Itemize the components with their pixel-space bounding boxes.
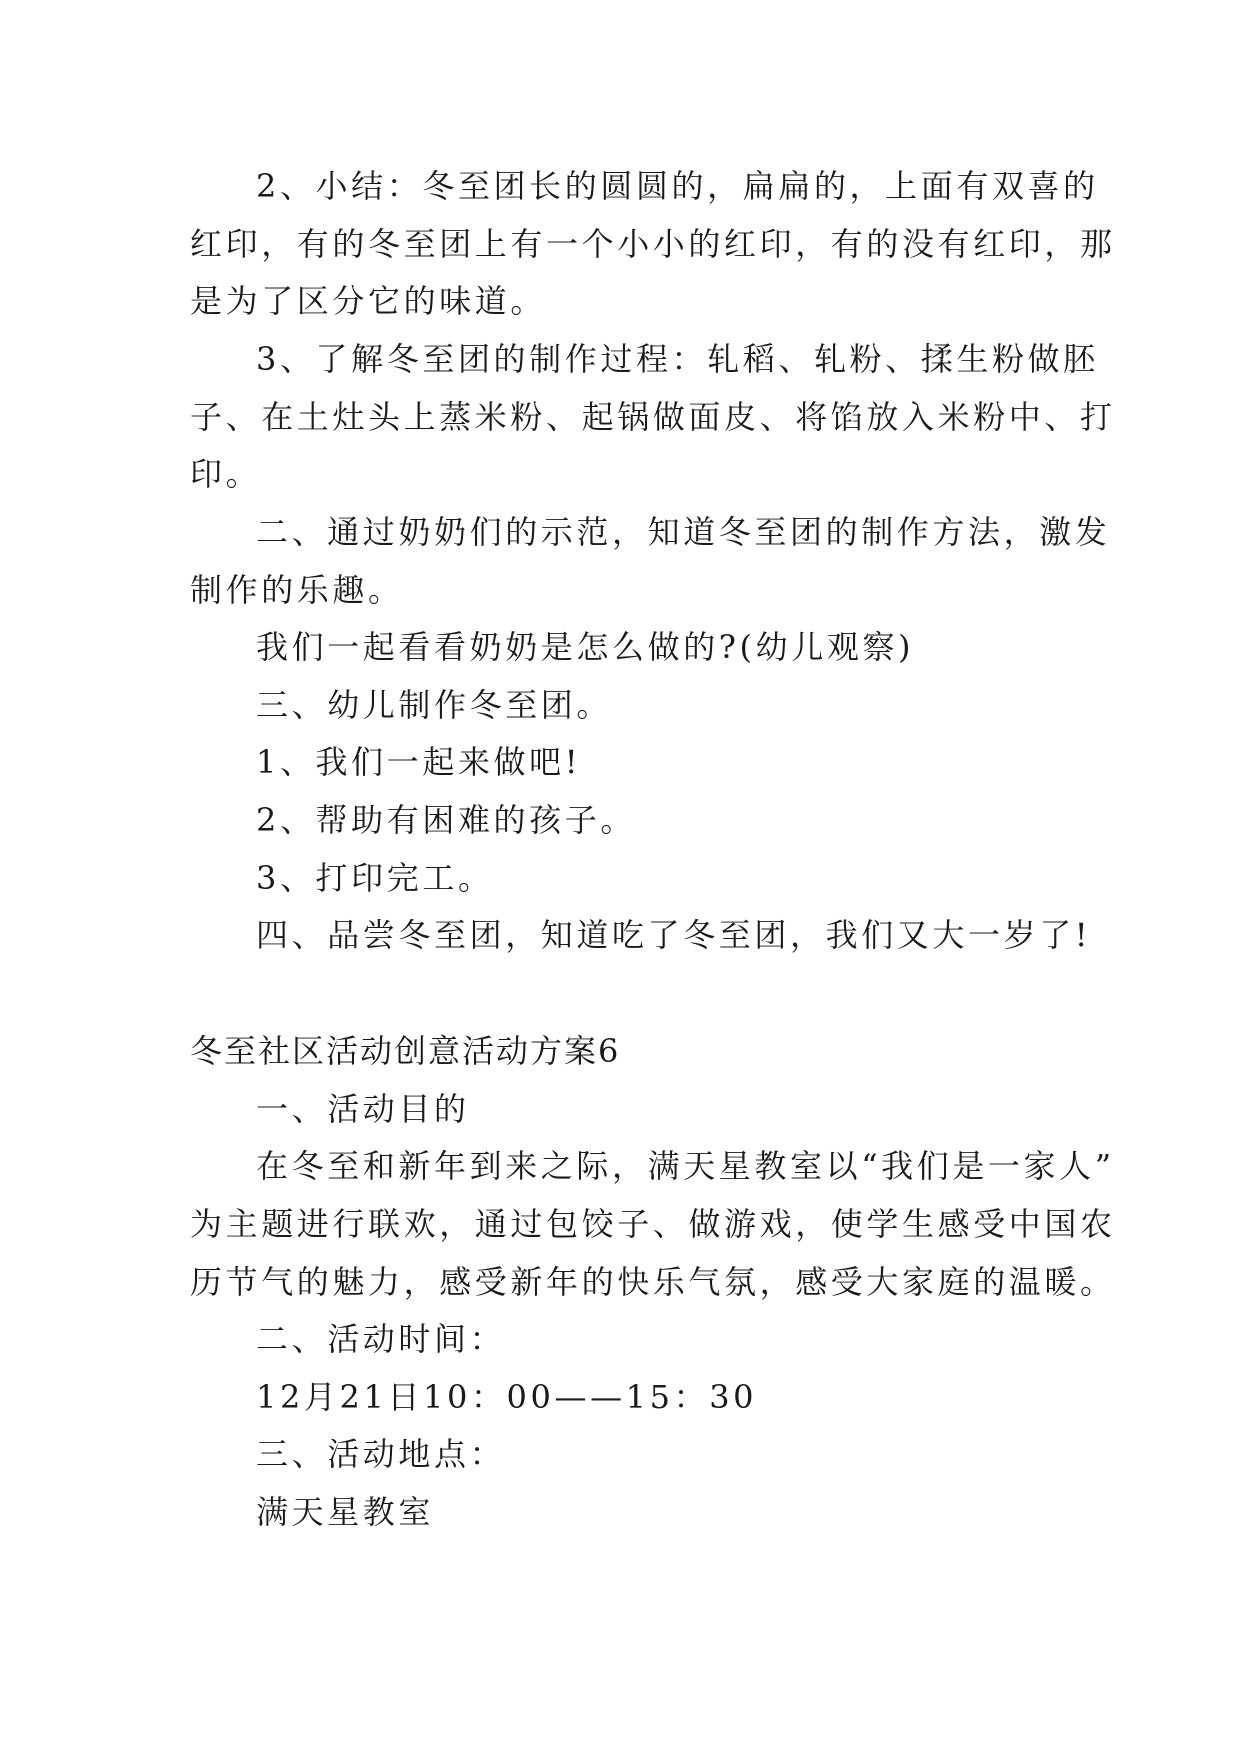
- paragraph-line: 四、品尝冬至团，知道吃了冬至团，我们又大一岁了!: [256, 916, 1092, 954]
- paragraph-line: 二、活动时间：: [256, 1320, 506, 1358]
- paragraph-line: 满天星教室: [256, 1493, 435, 1531]
- paragraph-line: 3、了解冬至团的制作过程：轧稻、轧粉、揉生粉做胚: [256, 340, 1099, 378]
- paragraph-line: 印。: [190, 455, 262, 493]
- paragraph-line: 12月21日10：00——15：30: [256, 1378, 758, 1416]
- paragraph-line: 2、帮助有困难的孩子。: [256, 801, 636, 839]
- paragraph-line: 制作的乐趣。: [190, 571, 404, 609]
- paragraph-line: 为主题进行联欢，通过包饺子、做游戏，使学生感受中国农: [190, 1205, 1116, 1243]
- paragraph-line: 1、我们一起来做吧!: [256, 743, 582, 781]
- paragraph-line: 三、活动地点：: [256, 1435, 506, 1473]
- paragraph-line: 子、在土灶头上蒸米粉、起锅做面皮、将馅放入米粉中、打: [190, 398, 1116, 436]
- paragraph-line: 二、通过奶奶们的示范，知道冬至团的制作方法，激发: [256, 513, 1111, 551]
- paragraph-line: 在冬至和新年到来之际，满天星教室以“我们是一家人”: [256, 1147, 1115, 1185]
- section-heading: 冬至社区活动创意活动方案6: [190, 1032, 621, 1070]
- paragraph-line: 2、小结：冬至团长的圆圆的，扁扁的，上面有双喜的: [256, 167, 1099, 205]
- paragraph-line: 三、幼儿制作冬至团。: [256, 686, 613, 724]
- paragraph-line: 是为了区分它的味道。: [190, 282, 547, 320]
- paragraph-line: 历节气的魅力，感受新年的快乐气氛，感受大家庭的温暖。: [190, 1263, 1116, 1301]
- paragraph-line: 3、打印完工。: [256, 859, 494, 897]
- paragraph-line: 一、活动目的: [256, 1090, 470, 1128]
- paragraph-line: 我们一起看看奶奶是怎么做的?(幼儿观察): [256, 628, 915, 666]
- paragraph-line: 红印，有的冬至团上有一个小小的红印，有的没有红印，那: [190, 225, 1116, 263]
